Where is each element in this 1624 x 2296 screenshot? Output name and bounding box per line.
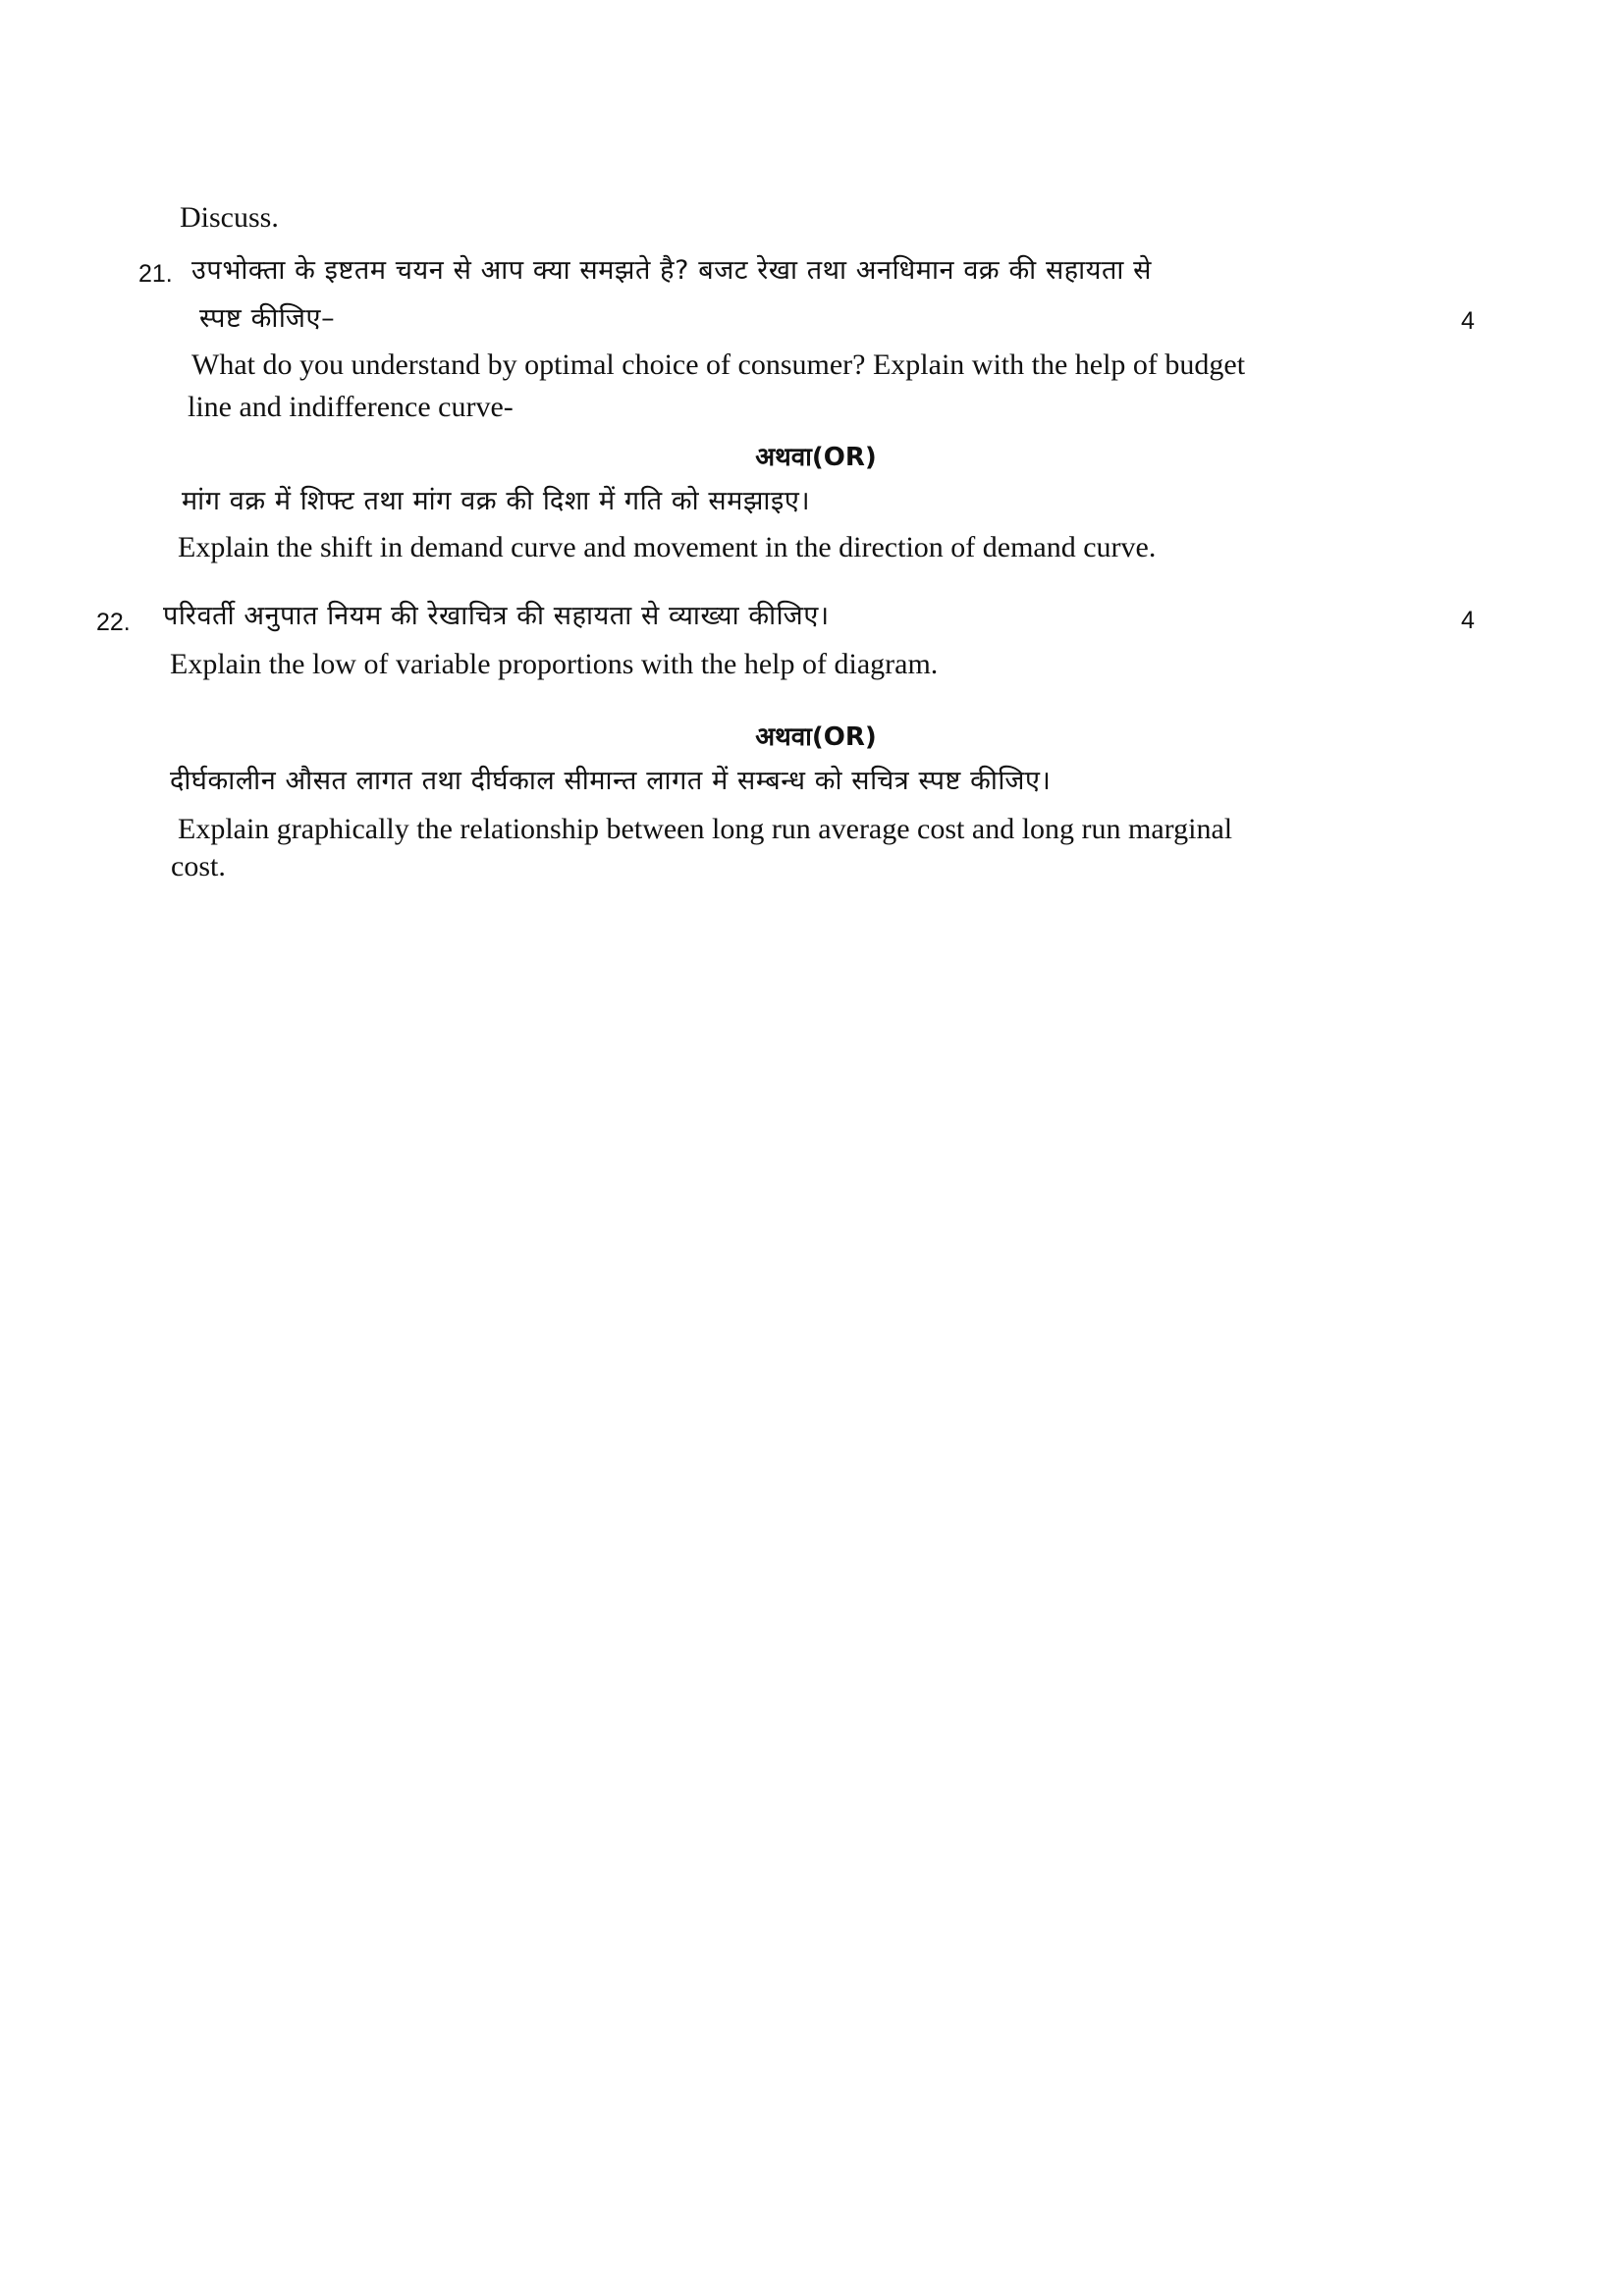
question-text-hindi: उपभोक्ता के इष्टतम चयन से आप क्या समझते है? बजट रेखा तथा अनधिमान वक्र की सहायता से <box>191 255 1153 286</box>
question-text-english: Explain the low of variable proportions with the help of diagram. <box>170 648 939 680</box>
question-text-hindi: परिवर्ती अनुपात नियम की रेखाचित्र की सहायता से व्याख्या कीजिए। <box>163 601 830 631</box>
alternative-question-hindi: दीर्घकालीन औसत लागत तथा दीर्घकाल सीमान्त लागत में सम्बन्ध को सचित्र स्पष्ट कीजिए। <box>170 766 1052 796</box>
alternative-question-english-cont: cost. <box>171 850 226 882</box>
question-marks: 4 <box>1461 307 1475 335</box>
question-number: 21. <box>138 260 173 288</box>
alternative-question-english: Explain the shift in demand curve and movement in the direction of demand curve. <box>178 531 1157 563</box>
or-separator: अथवा(OR) <box>755 722 877 752</box>
question-marks: 4 <box>1461 607 1475 634</box>
alternative-question-hindi: मांग वक्र में शिफ्ट तथा मांग वक्र की दिशा में गति को समझाइए। <box>182 486 811 516</box>
question-text-english-cont: line and indifference curve- <box>188 391 514 423</box>
previous-question-tail: Discuss. <box>180 201 279 234</box>
question-text-english: What do you understand by optimal choice of consumer? Explain with the help of budget <box>191 348 1246 381</box>
or-separator: अथवा(OR) <box>755 443 877 472</box>
alternative-question-english: Explain graphically the relationship between long run average cost and long run marginal <box>178 813 1233 845</box>
question-number: 22. <box>96 609 131 636</box>
question-text-hindi-cont: स्पष्ट कीजिए– <box>199 303 336 334</box>
